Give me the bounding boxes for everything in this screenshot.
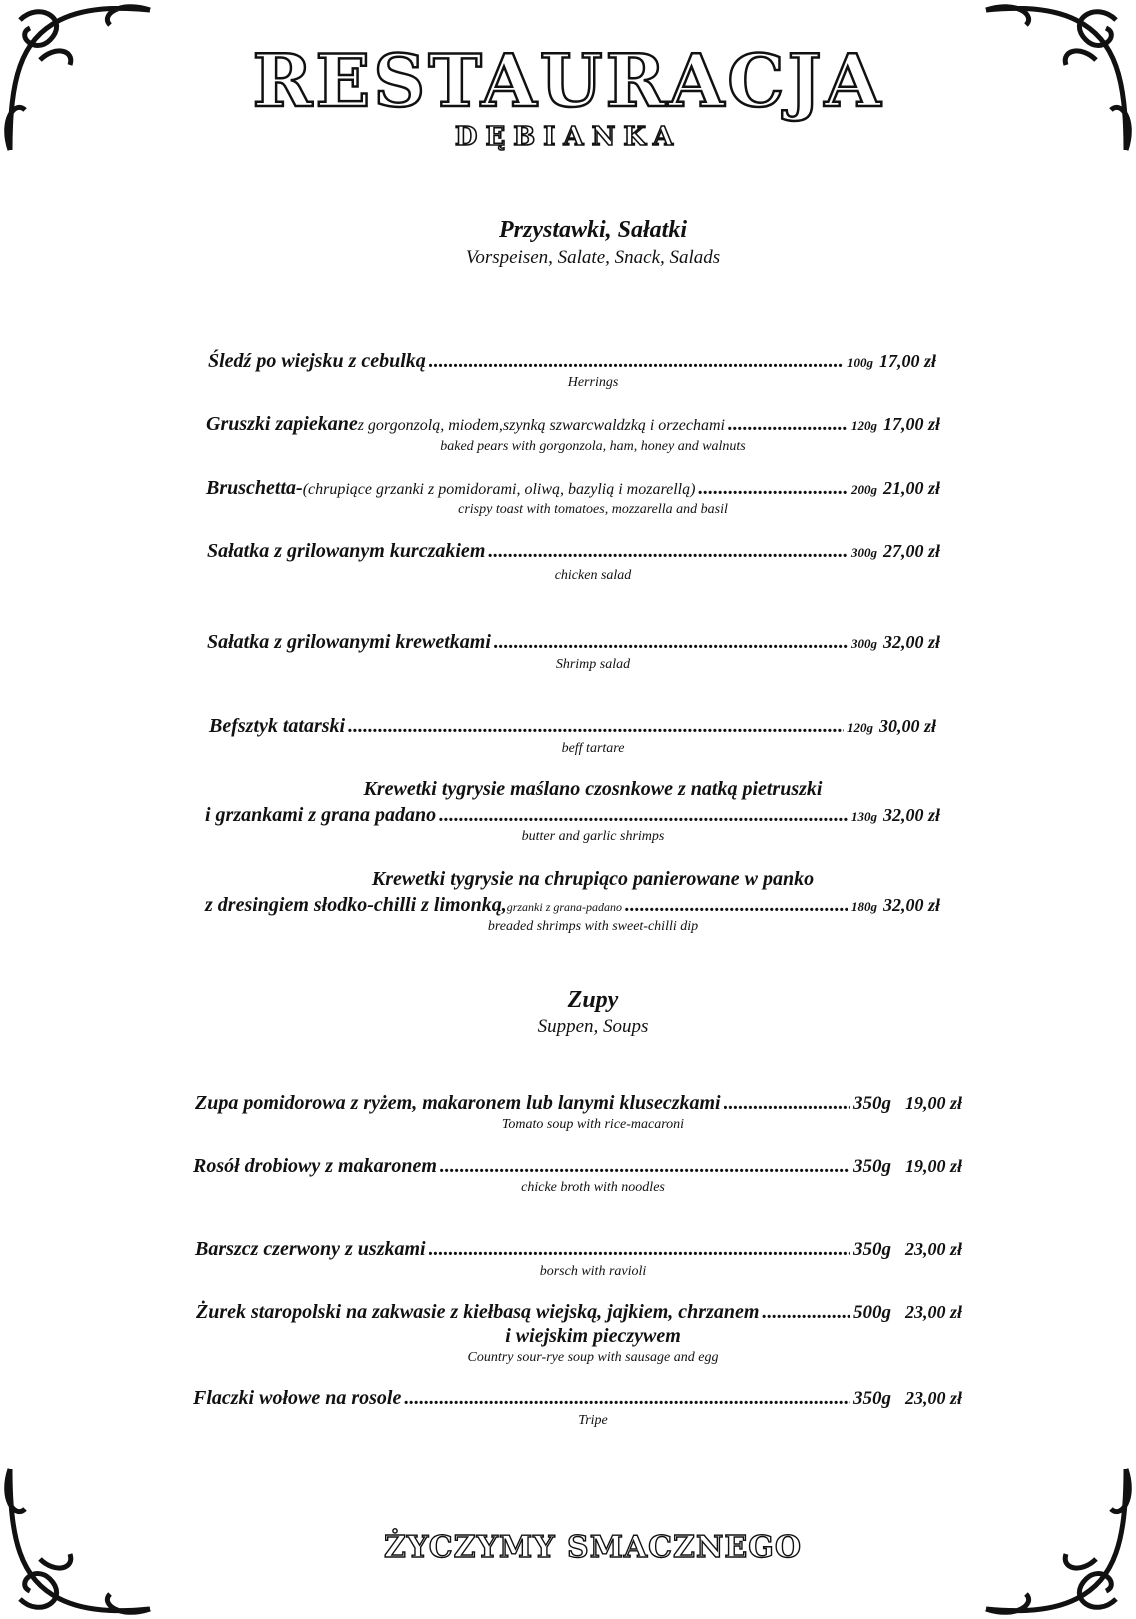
dot-leader <box>404 1387 850 1410</box>
menu-item-name: Sałatka z grilowanymi krewetkami <box>207 631 491 653</box>
menu-item-name: z dresingiem słodko-chilli z limonką, <box>205 894 507 916</box>
menu-item-price: 23,00 zł <box>904 1239 962 1259</box>
menu-item-translation: Tomato soup with rice-macaroni <box>501 1117 685 1132</box>
menu-item-price: 17,00 zł <box>882 414 940 434</box>
menu-item-weight: 180g <box>850 899 877 914</box>
menu-item-price: 19,00 zł <box>904 1093 962 1113</box>
menu-item-translation: borsch with ravioli <box>539 1264 647 1279</box>
menu-item <box>207 540 940 563</box>
menu-item-weight: 120g <box>850 418 877 433</box>
menu-item-price: 23,00 zł <box>904 1388 962 1408</box>
dot-leader <box>348 715 844 738</box>
menu-item-price: 19,00 zł <box>904 1156 962 1176</box>
menu-item-weight: 300g <box>850 636 877 651</box>
menu-item-translation: beff tartare <box>561 741 625 756</box>
menu-item <box>195 1092 962 1115</box>
menu-item-translation: Herrings <box>567 375 619 390</box>
menu-item-price: 32,00 zł <box>882 805 940 825</box>
menu-item-weight: 200g <box>850 482 877 497</box>
menu-item-name: i grzankami z grana padano <box>205 804 437 826</box>
menu-item <box>209 715 936 738</box>
menu-item-name-line1: Krewetki tygrysie maślano czosnkowe z natką pietruszki <box>363 778 823 800</box>
menu-item-weight: 350g <box>852 1388 891 1409</box>
section-title: Zupy <box>567 987 619 1013</box>
menu-item-weight: 350g <box>852 1093 891 1114</box>
menu-item-weight: 100g <box>846 355 873 370</box>
menu-item-name: Befsztyk tatarski <box>209 715 346 737</box>
section-subtitle: Suppen, Soups <box>537 1016 649 1037</box>
menu-item-price: 30,00 zł <box>878 716 936 736</box>
section-subtitle: Vorspeisen, Salate, Snack, Salads <box>465 247 721 268</box>
dot-leader <box>429 1238 850 1261</box>
menu-item-translation: Country sour-rye soup with sausage and egg <box>467 1350 719 1365</box>
menu-item-name: Śledź po wiejsku z cebulką <box>208 350 426 372</box>
dot-leader <box>762 1301 850 1324</box>
dot-leader <box>488 540 848 563</box>
logo-subtitle: DĘBIANKA <box>454 122 682 152</box>
menu-item-weight: 350g <box>852 1239 891 1260</box>
menu-item <box>208 350 936 373</box>
menu-item-description: (chrupiące grzanki z pomidorami, oliwą, bazylią i mozarellą) <box>302 481 696 498</box>
menu-item <box>196 1301 962 1324</box>
menu-item <box>205 894 940 917</box>
dot-leader <box>698 477 848 500</box>
menu-item-translation: crispy toast with tomatoes, mozzarella and basil <box>458 502 728 517</box>
menu-item-name: Barszcz czerwony z uszkami <box>195 1238 426 1260</box>
menu-item-name-line1: Krewetki tygrysie na chrupiąco panierowane w panko <box>371 868 815 890</box>
menu-item-price: 32,00 zł <box>882 895 940 915</box>
menu-item <box>193 1387 962 1410</box>
menu-item-description: z gorgonzolą, miodem,szynką szwarcwaldzką i orzechami <box>357 417 725 434</box>
menu-item-description: grzanki z grana-padano <box>506 900 623 914</box>
dot-leader <box>439 804 848 827</box>
menu-item-translation: chicken salad <box>554 568 632 583</box>
dot-leader <box>625 894 848 917</box>
menu-item-name: Rosół drobiowy z makaronem <box>193 1155 437 1177</box>
menu-item-name: Gruszki zapiekane <box>206 413 358 435</box>
menu-item <box>193 1155 962 1178</box>
dot-leader <box>494 631 848 654</box>
menu-item-price: 27,00 zł <box>882 541 940 561</box>
menu-item-translation: breaded shrimps with sweet-chilli dip <box>487 919 699 934</box>
menu-item-translation: chicke broth with noodles <box>521 1180 665 1195</box>
menu-item-weight: 130g <box>850 809 877 824</box>
menu-item <box>207 631 940 654</box>
dot-leader <box>728 413 848 436</box>
menu-item-price: 32,00 zł <box>882 632 940 652</box>
menu-item-translation: Shrimp salad <box>555 657 631 672</box>
logo-title: RESTAURACJA <box>252 38 884 123</box>
dot-leader <box>429 350 844 373</box>
menu-item-weight: 350g <box>852 1156 891 1177</box>
menu-item <box>195 1238 962 1261</box>
menu-item-name-line2: i wiejskim pieczywem <box>505 1325 681 1347</box>
menu-item-name: Sałatka z grilowanym kurczakiem <box>207 540 486 562</box>
dot-leader <box>440 1155 850 1178</box>
section-title: Przystawki, Sałatki <box>498 217 688 243</box>
menu-item-price: 21,00 zł <box>882 478 940 498</box>
menu-item <box>206 477 940 500</box>
menu-item-translation: butter and garlic shrimps <box>521 829 665 844</box>
dot-leader <box>724 1092 850 1115</box>
menu-item-translation: baked pears with gorgonzola, ham, honey and walnuts <box>440 439 746 454</box>
menu-item-weight: 500g <box>852 1302 891 1323</box>
menu-item-price: 17,00 zł <box>878 351 936 371</box>
menu-item-price: 23,00 zł <box>904 1302 962 1322</box>
menu-item-weight: 120g <box>846 720 873 735</box>
footer-greeting: ŻYCZYMY SMACZNEGO <box>383 1530 802 1565</box>
menu-item <box>206 413 940 436</box>
menu-item-name: Żurek staropolski na zakwasie z kiełbasą wiejską, jajkiem, chrzanem <box>196 1301 760 1323</box>
menu-item-name: Zupa pomidorowa z ryżem, makaronem lub lanymi kluseczkami <box>195 1092 721 1114</box>
menu-item-translation: Tripe <box>578 1413 608 1428</box>
menu-item-name: Flaczki wołowe na rosole <box>193 1387 402 1409</box>
menu-item-name: Bruschetta- <box>206 477 303 499</box>
menu-item <box>205 804 940 827</box>
menu-item-weight: 300g <box>850 545 877 560</box>
